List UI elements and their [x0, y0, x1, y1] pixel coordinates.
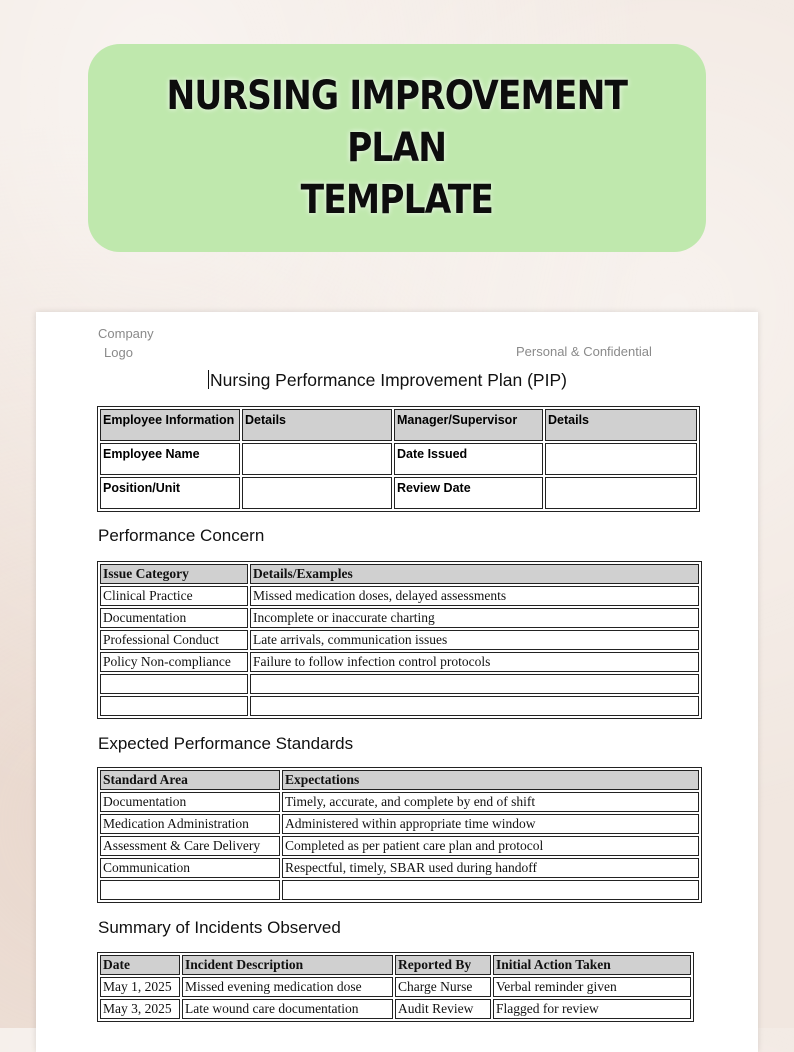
- header-cell: Incident Description: [182, 955, 393, 975]
- table-cell: May 1, 2025: [100, 977, 180, 997]
- table-row: [100, 792, 699, 812]
- table-row: [100, 652, 699, 672]
- table-cell: Professional Conduct: [100, 630, 248, 650]
- table-header-row: [100, 955, 691, 975]
- performance-standards-heading: Expected Performance Standards: [98, 734, 354, 753]
- label-cell: Review Date: [394, 477, 543, 509]
- table-cell: Respectful, timely, SBAR used during handoff: [282, 858, 699, 878]
- banner-title-line-1: NURSING IMPROVEMENT: [166, 73, 628, 119]
- logo-line-1: Company: [98, 326, 154, 341]
- table-cell[interactable]: [100, 880, 280, 900]
- table-row: [100, 836, 699, 856]
- table-cell: Failure to follow infection control protocols: [250, 652, 699, 672]
- header-cell: Date: [100, 955, 180, 975]
- table-cell: Late wound care documentation: [182, 999, 393, 1019]
- table-cell: Documentation: [100, 792, 280, 812]
- table-header-row: [100, 770, 699, 790]
- table-row: [100, 443, 697, 475]
- performance-concern-table: [97, 561, 702, 719]
- header-cell: Manager/Supervisor: [394, 409, 543, 441]
- table-cell: Communication: [100, 858, 280, 878]
- value-field[interactable]: [242, 477, 392, 509]
- performance-concern-heading: Performance Concern: [98, 526, 265, 545]
- table-row: [100, 477, 697, 509]
- table-cell: Timely, accurate, and complete by end of shift: [282, 792, 699, 812]
- table-cell[interactable]: [250, 674, 699, 694]
- table-cell[interactable]: [250, 696, 699, 716]
- table-row: [100, 608, 699, 628]
- table-cell: Documentation: [100, 608, 248, 628]
- incidents-table: [97, 952, 694, 1022]
- header-cell: Expectations: [282, 770, 699, 790]
- table-row: [100, 696, 699, 716]
- table-cell: Administered within appropriate time window: [282, 814, 699, 834]
- table-cell: Verbal reminder given: [493, 977, 691, 997]
- table-row: [100, 630, 699, 650]
- header-cell: Issue Category: [100, 564, 248, 584]
- header-cell: Reported By: [395, 955, 491, 975]
- header-cell: Details/Examples: [250, 564, 699, 584]
- value-field[interactable]: [242, 443, 392, 475]
- table-cell: Audit Review: [395, 999, 491, 1019]
- table-row: [100, 880, 699, 900]
- incidents-heading: Summary of Incidents Observed: [98, 918, 341, 937]
- document-title: Nursing Performance Improvement Plan (PIP): [210, 370, 567, 390]
- table-cell: Charge Nurse: [395, 977, 491, 997]
- header-cell: Initial Action Taken: [493, 955, 691, 975]
- table-cell: Flagged for review: [493, 999, 691, 1019]
- table-cell: Missed medication doses, delayed assessments: [250, 586, 699, 606]
- banner-title-line-3: TEMPLATE: [300, 177, 494, 223]
- header-cell: Details: [545, 409, 697, 441]
- table-cell: May 3, 2025: [100, 999, 180, 1019]
- label-cell: Date Issued: [394, 443, 543, 475]
- table-header-row: [100, 409, 697, 441]
- value-field[interactable]: [545, 477, 697, 509]
- table-row: [100, 674, 699, 694]
- label-cell: Employee Name: [100, 443, 240, 475]
- table-cell[interactable]: [100, 674, 248, 694]
- table-cell: Late arrivals, communication issues: [250, 630, 699, 650]
- table-cell: Incomplete or inaccurate charting: [250, 608, 699, 628]
- employee-info-table: [97, 406, 700, 512]
- table-header-row: [100, 564, 699, 584]
- title-banner: [88, 44, 706, 252]
- header-cell: Employee Information: [100, 409, 240, 441]
- header-cell: Details: [242, 409, 392, 441]
- table-cell[interactable]: [100, 696, 248, 716]
- table-row: [100, 586, 699, 606]
- value-field[interactable]: [545, 443, 697, 475]
- confidential-label: Personal & Confidential: [516, 344, 652, 359]
- performance-standards-table: [97, 767, 702, 903]
- table-cell[interactable]: [282, 880, 699, 900]
- document-page: [36, 312, 758, 1052]
- table-row: [100, 814, 699, 834]
- header-cell: Standard Area: [100, 770, 280, 790]
- label-cell: Position/Unit: [100, 477, 240, 509]
- table-cell: Policy Non-compliance: [100, 652, 248, 672]
- logo-line-2: Logo: [104, 345, 133, 360]
- table-row: [100, 858, 699, 878]
- table-cell: Clinical Practice: [100, 586, 248, 606]
- table-row: [100, 999, 691, 1019]
- company-logo-placeholder: [98, 324, 154, 362]
- table-row: [100, 977, 691, 997]
- table-cell: Completed as per patient care plan and protocol: [282, 836, 699, 856]
- table-cell: Missed evening medication dose: [182, 977, 393, 997]
- table-cell: Medication Administration: [100, 814, 280, 834]
- banner-title-line-2: PLAN: [347, 125, 447, 171]
- table-cell: Assessment & Care Delivery: [100, 836, 280, 856]
